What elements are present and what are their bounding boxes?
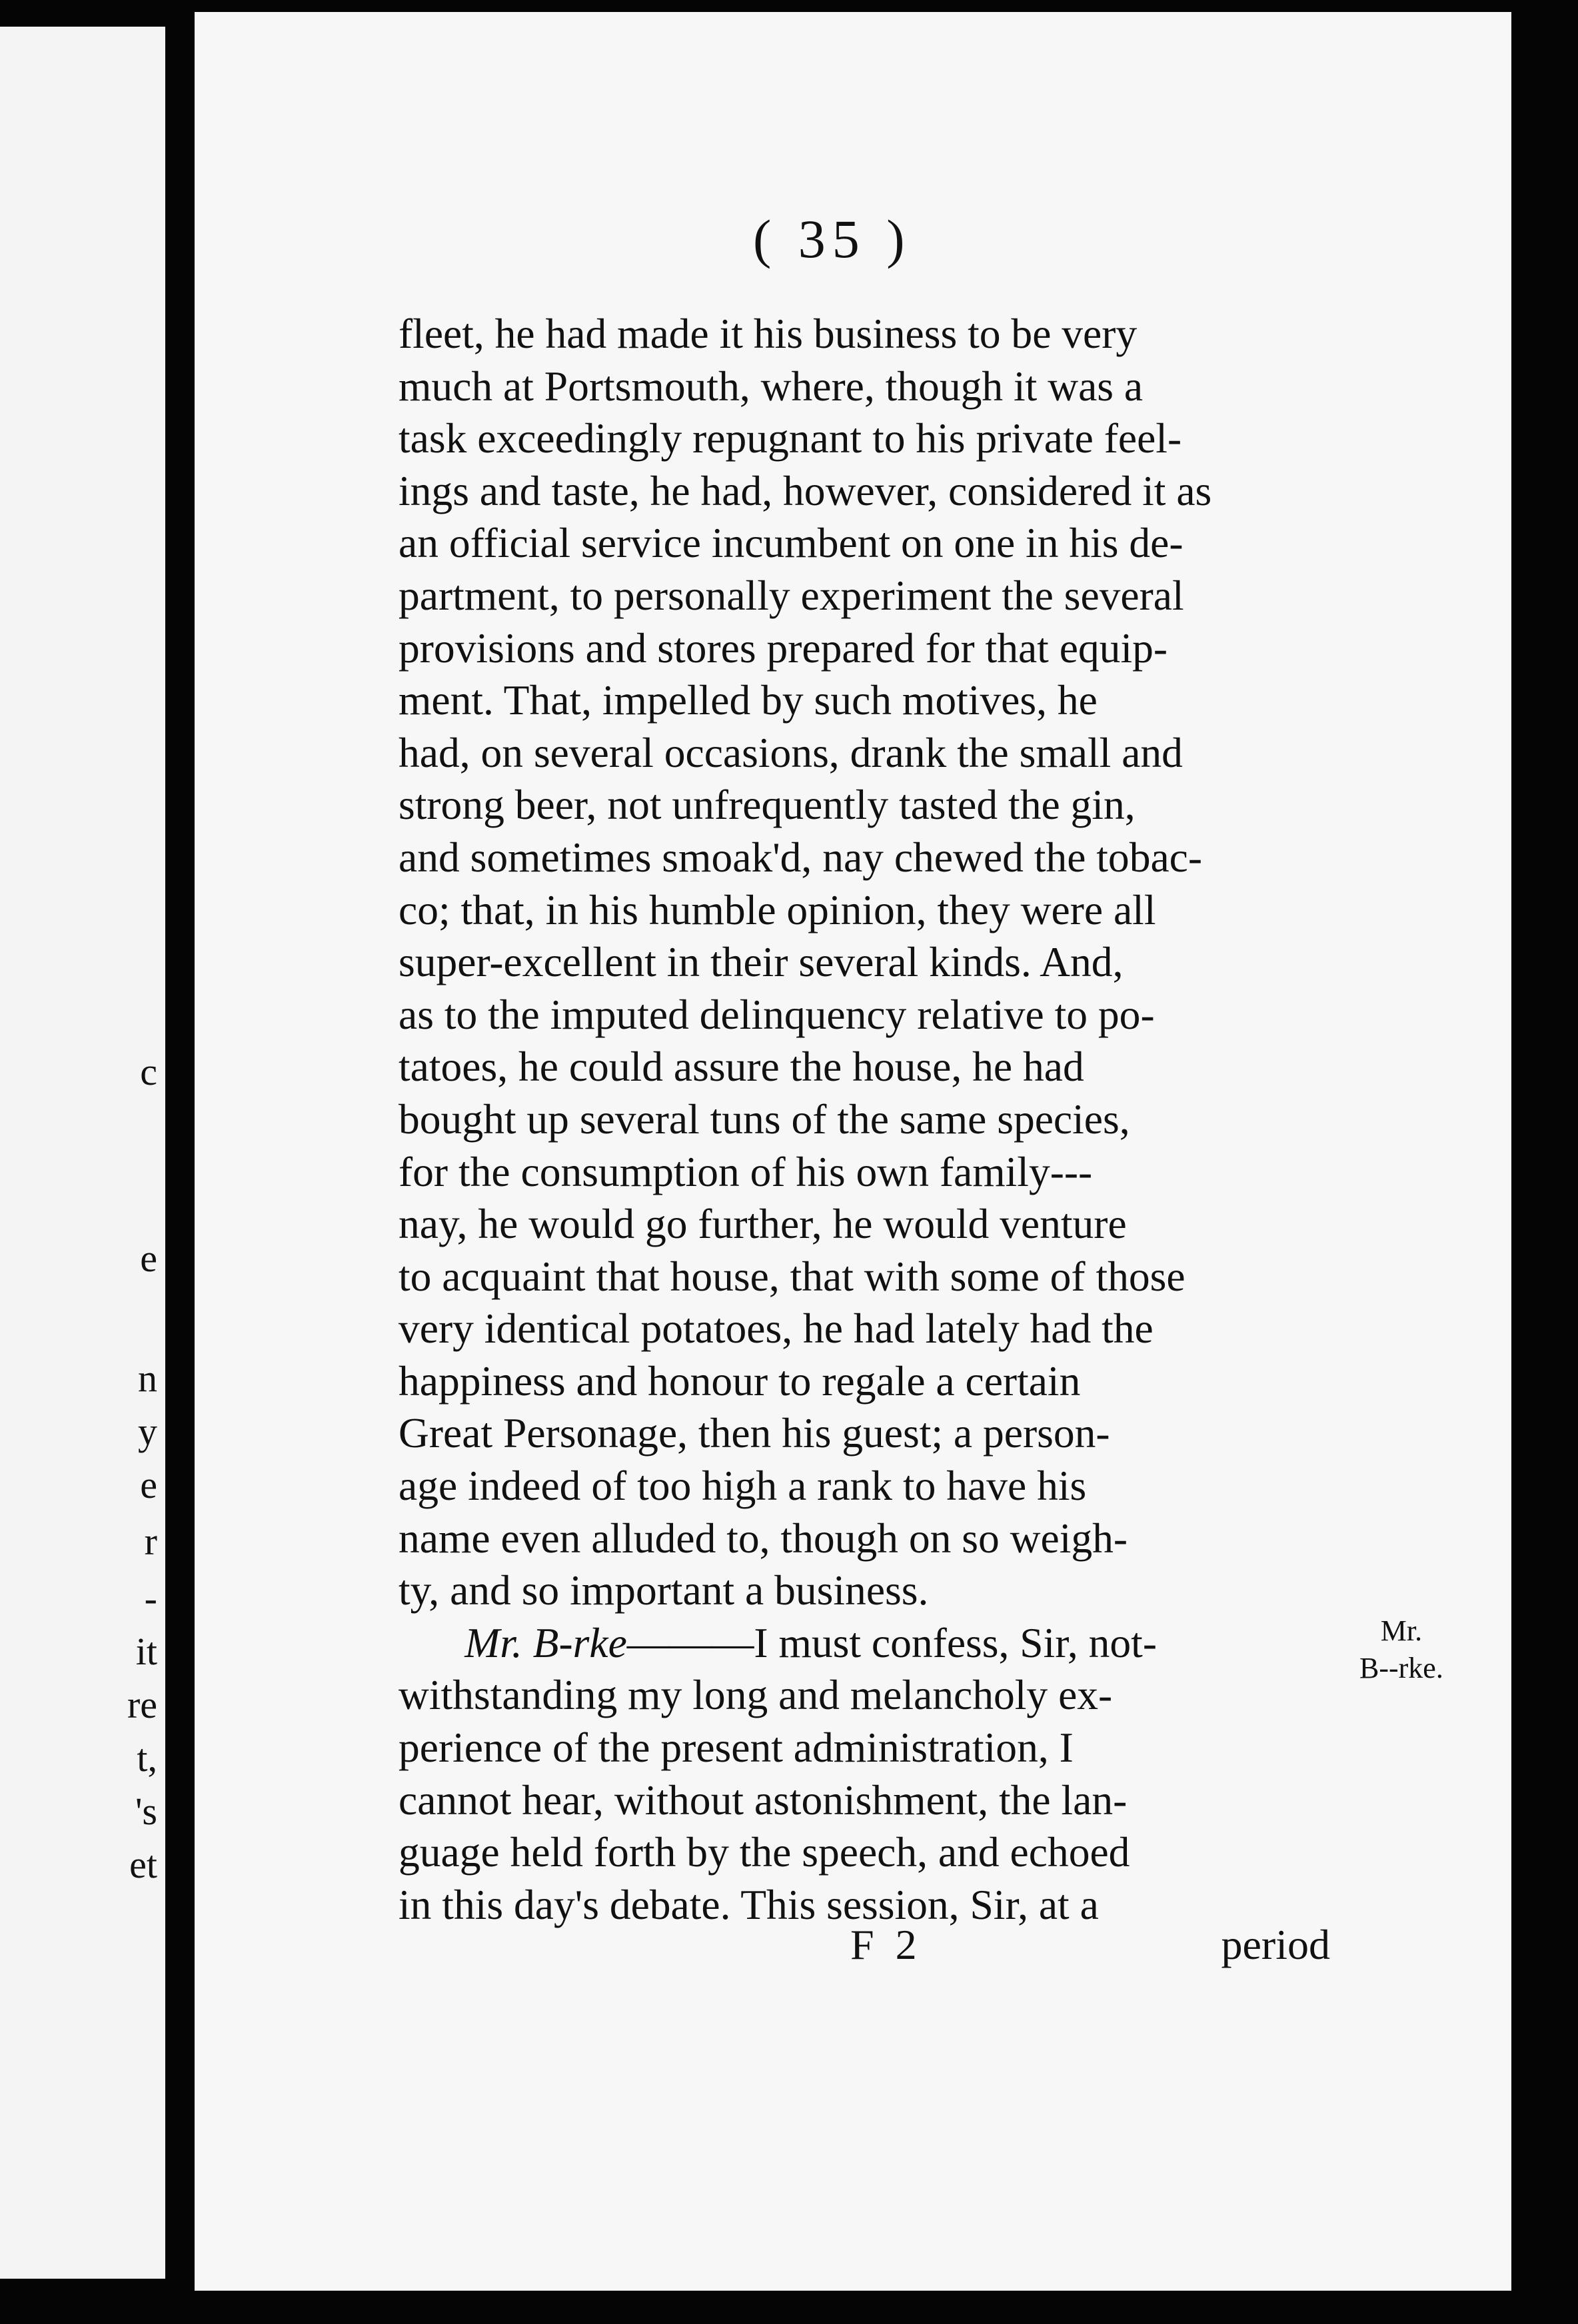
margin-note-line: B--rke. xyxy=(1359,1652,1443,1684)
left-page-text-fragment: y xyxy=(138,1410,157,1453)
text-line: ment. That, impelled by such motives, he xyxy=(398,676,1098,724)
left-facing-page xyxy=(0,27,165,2279)
text-line: an official service incumbent on one in his de- xyxy=(398,519,1184,567)
text-line: nay, he would go further, he would venture xyxy=(398,1200,1127,1248)
text-line: strong beer, not unfrequently tasted the gin, xyxy=(398,781,1136,829)
page-number: ( 35 ) xyxy=(753,209,912,269)
text-line: to acquaint that house, that with some of those xyxy=(398,1252,1185,1300)
left-page-text-fragment: e xyxy=(140,1237,157,1280)
text-line: as to the imputed delinquency relative to po- xyxy=(398,990,1155,1038)
speaker-name: Mr. B-rke xyxy=(464,1618,627,1666)
text-line: ings and taste, he had, however, considered it as xyxy=(398,466,1212,514)
text-line: in this day's debate. This session, Sir, at a xyxy=(398,1880,1099,1928)
text-line: tatoes, he could assure the house, he had xyxy=(398,1043,1084,1091)
text-line: ty, and so important a business. xyxy=(398,1566,929,1614)
speaker-dash: ——— xyxy=(626,1618,754,1666)
text-line: bought up several tuns of the same species, xyxy=(398,1095,1130,1143)
left-page-text-fragment: n xyxy=(138,1357,157,1400)
margin-note-line: Mr. xyxy=(1380,1614,1423,1647)
text-line: cannot hear, without astonishment, the lan- xyxy=(398,1776,1128,1824)
page-footer xyxy=(850,1920,1330,1980)
text-line: task exceedingly repugnant to his private feel- xyxy=(398,414,1182,462)
text-line: very identical potatoes, he had lately had the xyxy=(398,1305,1154,1353)
text-line: Great Personage, then his guest; a person- xyxy=(398,1409,1110,1457)
text-line: and sometimes smoak'd, nay chewed the tobac- xyxy=(398,833,1203,881)
page-body-text xyxy=(398,308,1331,1931)
left-page-text-fragment: et xyxy=(129,1843,157,1886)
text-line: provisions and stores prepared for that equip- xyxy=(398,624,1168,672)
left-page-text-fragment: r xyxy=(144,1520,157,1563)
signature-mark: F 2 xyxy=(850,1921,922,1968)
text-line: perience of the present administration, I xyxy=(398,1724,1074,1772)
text-line: for the consumption of his own family--- xyxy=(398,1147,1093,1195)
speech-first-text: I must confess, Sir, not- xyxy=(754,1618,1158,1666)
left-page-text-fragment: it xyxy=(135,1630,157,1673)
text-line: super-excellent in their several kinds. And, xyxy=(398,938,1124,986)
left-page-text-fragment: e xyxy=(140,1463,157,1506)
text-line: had, on several occasions, drank the small and xyxy=(398,728,1183,776)
text-line: fleet, he had made it his business to be very xyxy=(398,310,1138,357)
left-page-text-fragment: re xyxy=(127,1683,157,1726)
text-line: much at Portsmouth, where, though it was a xyxy=(398,362,1144,410)
text-line: age indeed of too high a rank to have his xyxy=(398,1462,1087,1510)
left-page-text-fragment: c xyxy=(140,1050,157,1093)
catchword: period xyxy=(1221,1921,1330,1968)
text-line: guage held forth by the speech, and echoed xyxy=(398,1828,1130,1876)
left-page-text-fragment: 's xyxy=(135,1790,157,1833)
speech-opening-line xyxy=(398,1617,1325,1670)
text-line: name even alluded to, though on so weigh- xyxy=(398,1514,1128,1562)
left-page-text-fragment: - xyxy=(144,1576,157,1620)
margin-note xyxy=(1359,1612,1443,1687)
left-page-text-fragment: t, xyxy=(137,1736,157,1780)
text-line: co; that, in his humble opinion, they were all xyxy=(398,885,1156,933)
text-line: partment, to personally experiment the several xyxy=(398,571,1184,619)
text-line: happiness and honour to regale a certain xyxy=(398,1357,1081,1405)
text-line: withstanding my long and melancholy ex- xyxy=(398,1671,1113,1719)
